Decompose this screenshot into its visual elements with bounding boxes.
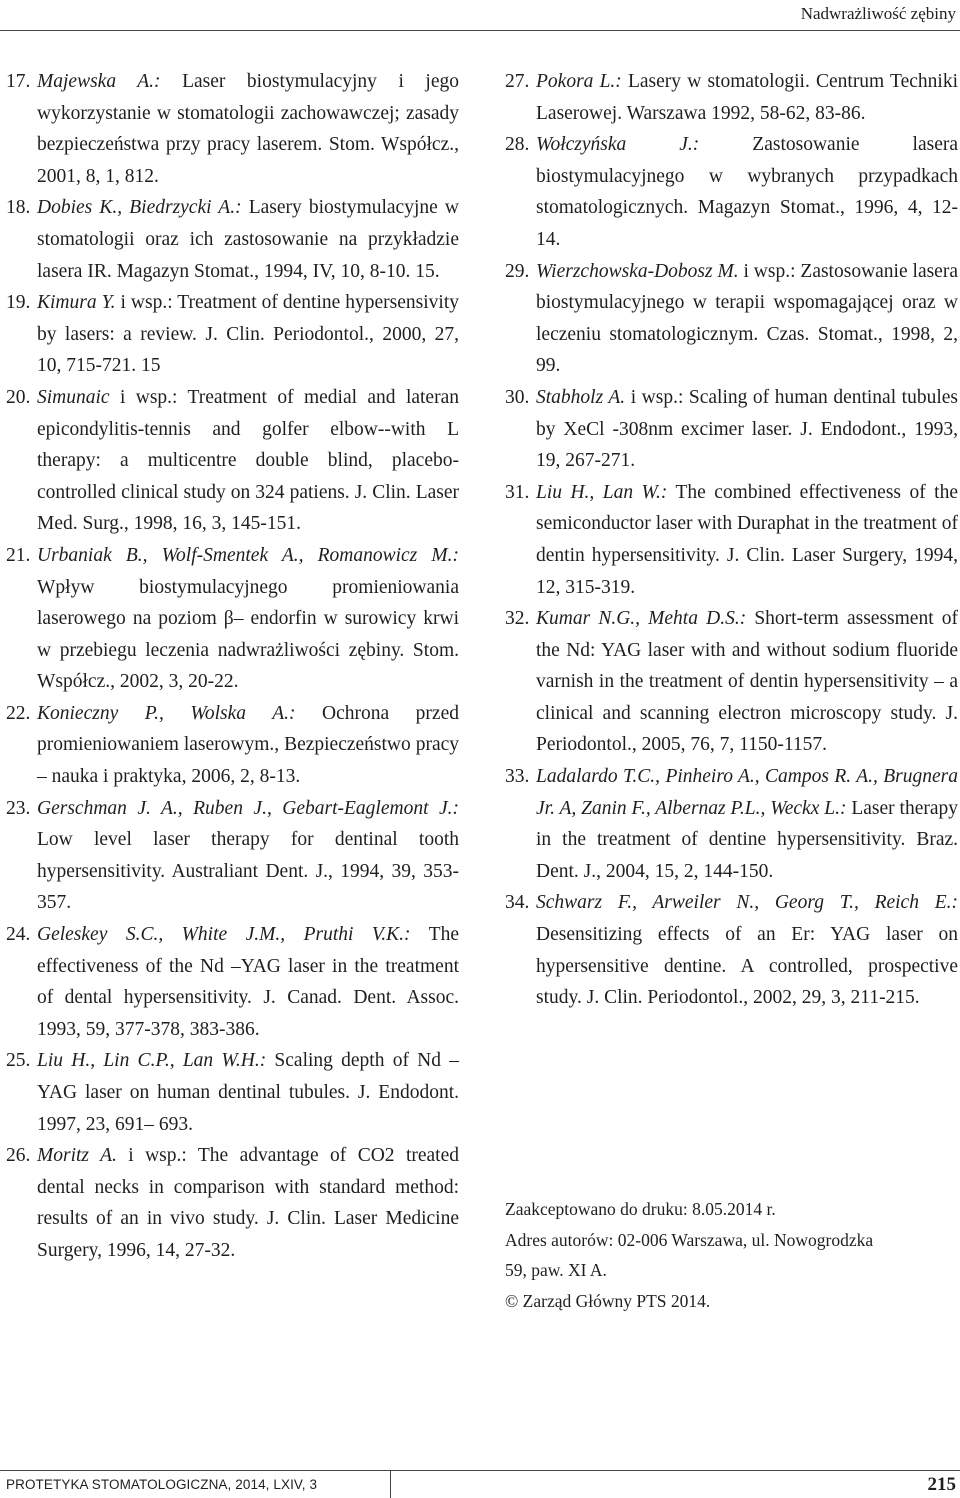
header-rule [0, 30, 960, 31]
reference-item [6, 382, 459, 540]
reference-number: 32. [505, 608, 530, 630]
reference-number: 24. [6, 924, 31, 946]
reference-number: 26. [6, 1145, 31, 1167]
reference-text: The effectiveness of the Nd –YAG laser in the treatment of dental hypersensitivity. J. Canad. Dent. Assoc. 1993, 59, 377-378, 383-386. [37, 924, 459, 1040]
reference-item [6, 540, 459, 698]
reference-item [6, 1045, 459, 1140]
reference-text: Laser therapy in the treatment of dentine hypersensitivity. Braz. Dent. J., 2004, 15, 2, 144-150. [536, 797, 958, 882]
reference-text: Wpływ biostymulacyjnego promieniowania laserowego na poziom β– endorfin w surowicy krwi w przebiegu leczenia nadwrażliwości zębiny. Stom. Współcz., 2002, 3, 20-22. [37, 576, 459, 693]
reference-authors: Wierzchowska-Dobosz M. [536, 260, 739, 282]
reference-item [505, 382, 958, 477]
reference-item [505, 256, 958, 382]
reference-number: 22. [6, 702, 31, 724]
reference-number: 29. [505, 260, 530, 282]
reference-authors: Liu H., Lan W.: [536, 481, 668, 503]
reference-text: i wsp.: Scaling of human dentinal tubules by XeCl -308nm excimer laser. J. Endodont., 1993, 19, 267-271. [536, 386, 958, 472]
reference-authors: Ladalardo T.C., Pinheiro A., Campos R. A., Brugnera Jr. A, Zanin F., Albernaz P.L., Weckx L.: [536, 766, 958, 819]
footer-journal-name: PROTETYKA STOMATOLOGICZNA, 2014, LXIV, 3 [6, 1477, 318, 1492]
reference-number: 21. [6, 544, 31, 566]
reference-text: Zastosowanie lasera biostymulacyjnego w wybranych przypadkach stomatologicznych. Magazyn Stomat., 1996, 4, 12-14. [536, 134, 958, 250]
reference-authors: Liu H., Lin C.P., Lan W.H.: [37, 1050, 267, 1072]
author-address-line-1: Adres autorów: 02-006 Warszawa, ul. Nowogrodzka [505, 1229, 874, 1250]
reference-text: Lasery w stomatologii. Centrum Techniki Laserowej. Warszawa 1992, 58-62, 83-86. [536, 71, 958, 124]
reference-number: 31. [505, 481, 530, 503]
reference-item [6, 192, 459, 287]
reference-text: Desensitizing effects of an Er: YAG laser on hypersensitive dentine. A controlled, prospective study. J. Clin. Periodontol., 2002, 29, 3, 211-215. [536, 924, 958, 1009]
reference-number: 28. [505, 134, 530, 156]
reference-authors: Urbaniak B., Wolf-Smentek A., Romanowicz M.: [37, 544, 459, 566]
footer-separator [390, 1470, 391, 1498]
reference-number: 27. [505, 71, 530, 92]
reference-authors: Schwarz F., Arweiler N., Georg T., Reich E.: [536, 892, 958, 914]
reference-item [6, 919, 459, 1045]
footer-rule [0, 1470, 960, 1471]
reference-item [6, 287, 459, 382]
reference-number: 20. [6, 386, 31, 408]
reference-text: i wsp.: Zastosowanie lasera biostymulacyjnego w terapii wspomagającej oraz w leczeniu stomatologicznym. Czas. Stomat., 1998, 2, 99. [536, 260, 958, 377]
reference-number: 30. [505, 386, 530, 408]
reference-authors: Geleskey S.C., White J.M., Pruthi V.K.: [37, 924, 411, 946]
reference-item [505, 477, 958, 603]
reference-number: 17. [6, 71, 31, 92]
reference-authors: Moritz A. [37, 1145, 117, 1167]
reference-item [505, 66, 958, 129]
references-left-column [6, 66, 459, 1267]
reference-item [505, 603, 958, 761]
reference-text: i wsp.: Treatment of dentine hypersensivity by lasers: a review. J. Clin. Periodontol., 2000, 27, 10, 715-721. 15 [37, 292, 459, 377]
reference-text: The combined effectiveness of the semiconductor laser with Duraphat in the treatment of dentin hypersensitivity. J. Clin. Laser Surgery, 1994, 12, 315-319. [536, 481, 958, 598]
reference-authors: Stabholz A. [536, 386, 626, 408]
reference-item [505, 129, 958, 255]
accepted-date: Zaakceptowano do druku: 8.05.2014 r. [505, 1199, 776, 1219]
reference-authors: Pokora L.: [536, 71, 622, 92]
reference-text: i wsp.: The advantage of CO2 treated dental necks in comparison with standard method: results of an in vivo study. J. Clin. Laser Medicine Surgery, 1996, 14, 27-32. [37, 1145, 459, 1261]
reference-text: Ochrona przed promieniowaniem laserowym., Bezpieczeństwo pracy – nauka i praktyka, 2006, 2, 8-13. [37, 702, 459, 788]
author-address-line-2: 59, paw. XI A. [505, 1260, 607, 1280]
reference-number: 25. [6, 1050, 31, 1072]
reference-authors: Simunaic [37, 386, 110, 408]
reference-number: 19. [6, 292, 31, 314]
reference-number: 23. [6, 797, 31, 819]
reference-item [6, 793, 459, 919]
reference-text: Low level laser therapy for dentinal tooth hypersensitivity. Australiant Dent. J., 1994, 39, 353-357. [37, 829, 459, 914]
page-number: 215 [927, 1474, 956, 1495]
reference-text: i wsp.: Treatment of medial and lateran epicondylitis-tennis and golfer elbow--with L therapy: a multicentre double blind, placebo-controlled clinical study on 324 patiens. J. Clin. Laser Med. Surg., 1998, 16, 3, 145-151. [37, 386, 459, 535]
reference-authors: Kumar N.G., Mehta D.S.: [536, 608, 747, 630]
reference-authors: Kimura Y. [37, 292, 116, 314]
reference-item [505, 887, 958, 1013]
reference-item [6, 66, 459, 192]
running-header-title: Nadwrażliwość zębiny [800, 4, 956, 23]
reference-authors: Konieczny P., Wolska A.: [37, 702, 296, 724]
reference-item [505, 761, 958, 887]
reference-number: 18. [6, 197, 31, 219]
reference-authors: Wołczyńska J.: [536, 134, 700, 156]
reference-number: 33. [505, 766, 530, 788]
reference-text: Laser biostymulacyjny i jego wykorzystanie w stomatologii zachowawczej; zasady bezpieczeństwa przy pracy laserem. Stom. Współcz., 2001, 8, 1, 812. [37, 71, 459, 187]
reference-text: Lasery biostymulacyjne w stomatologii oraz ich zastosowanie na przykładzie lasera IR. Magazyn Stomat., 1994, IV, 10, 8-10. 15. [37, 197, 459, 282]
article-meta [505, 1194, 955, 1316]
reference-item [6, 698, 459, 793]
reference-item [6, 1140, 459, 1266]
copyright-notice: © Zarząd Główny PTS 2014. [505, 1290, 711, 1311]
reference-number: 34. [505, 892, 530, 914]
references-right-column [505, 66, 958, 1014]
reference-authors: Gerschman J. A., Ruben J., Gebart-Eaglemont J.: [37, 797, 459, 819]
reference-text: Short-term assessment of the Nd: YAG laser with and without sodium fluoride varnish in the treatment of dentin hypersensitivity – a clinical and scanning electron microscopy study. J. Periodontol., 2005, 76, 7, 1150-1157. [536, 608, 958, 756]
reference-authors: Dobies K., Biedrzycki A.: [37, 197, 242, 219]
reference-text: Scaling depth of Nd – YAG laser on human dentinal tubules. J. Endodont. 1997, 23, 691– 693. [37, 1050, 459, 1135]
reference-authors: Majewska A.: [37, 71, 161, 92]
